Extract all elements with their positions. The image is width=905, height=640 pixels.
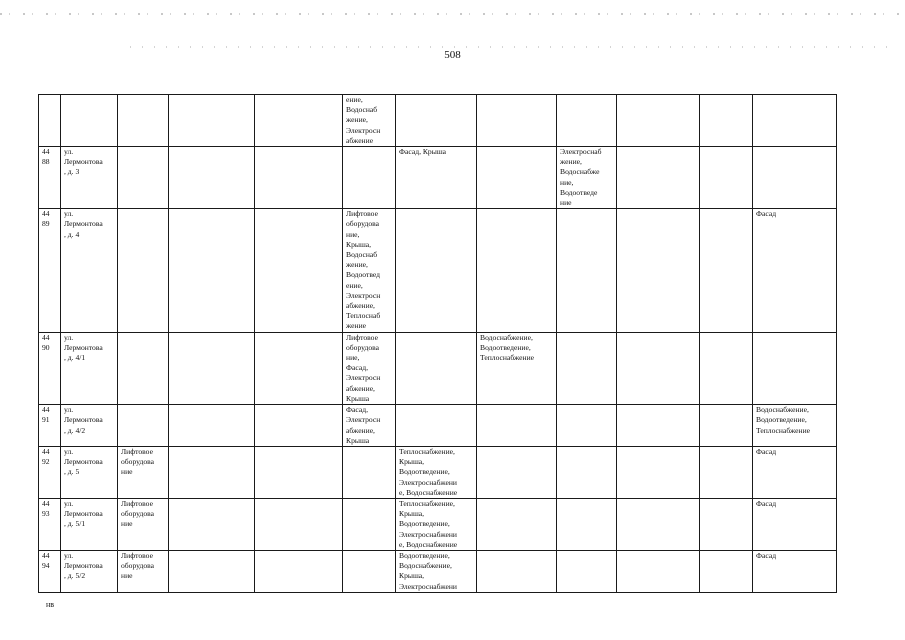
- address-cell: [61, 147, 118, 209]
- address-cell: [61, 209, 118, 332]
- address-cell: [61, 95, 118, 147]
- work-col-8-cell: [477, 405, 557, 447]
- table-row: [39, 446, 837, 498]
- work-col-7-cell: [396, 147, 477, 209]
- table-row: [39, 209, 837, 332]
- work-col-5-cell: [255, 446, 343, 498]
- work-col-4-cell: [169, 209, 255, 332]
- footer-mark: нв: [46, 600, 55, 609]
- work-col-11-cell: [700, 95, 753, 147]
- cell-text: Фасад: [756, 209, 777, 219]
- work-col-12-cell: [753, 332, 837, 404]
- work-col-12-cell: [753, 405, 837, 447]
- cell-text: ул. Лермонтова , д. 5/2: [64, 550, 103, 581]
- cell-text: 44 90: [42, 332, 50, 352]
- work-col-8-cell: [477, 446, 557, 498]
- work-col-3-cell: [118, 95, 169, 147]
- cell-text: Фасад: [756, 446, 777, 456]
- work-col-7-cell: [396, 332, 477, 404]
- cell-text: 44 94: [42, 550, 50, 571]
- row-number-cell: [39, 405, 61, 447]
- cell-text: ул. Лермонтова , д. 4: [64, 209, 103, 239]
- work-col-12-cell: [753, 446, 837, 498]
- cell-text: 44 92: [42, 446, 50, 467]
- work-col-11-cell: [700, 147, 753, 209]
- table-row: [39, 498, 837, 550]
- cell-text: ул. Лермонтова , д. 3: [64, 147, 103, 177]
- work-col-9-cell: [557, 209, 617, 332]
- scan-artifact-header: [130, 46, 890, 48]
- address-cell: [61, 498, 118, 550]
- work-col-7-cell: [396, 209, 477, 332]
- work-col-10-cell: [617, 405, 700, 447]
- work-col-8-cell: [477, 498, 557, 550]
- work-col-4-cell: [169, 446, 255, 498]
- row-number-cell: [39, 332, 61, 404]
- address-cell: [61, 446, 118, 498]
- work-col-3-cell: [118, 498, 169, 550]
- address-cell: [61, 332, 118, 404]
- work-col-5-cell: [255, 209, 343, 332]
- work-col-6-cell: [343, 95, 396, 147]
- work-col-8-cell: [477, 95, 557, 147]
- address-work-table: [38, 94, 837, 593]
- work-col-6-cell: [343, 147, 396, 209]
- page-number: 508: [444, 49, 461, 61]
- cell-text: Фасад: [756, 498, 777, 508]
- work-col-9-cell: [557, 147, 617, 209]
- work-col-11-cell: [700, 405, 753, 447]
- work-col-5-cell: [255, 498, 343, 550]
- work-col-11-cell: [700, 332, 753, 404]
- work-col-10-cell: [617, 446, 700, 498]
- work-col-4-cell: [169, 95, 255, 147]
- work-col-9-cell: [557, 498, 617, 550]
- work-col-6-cell: [343, 550, 396, 592]
- work-col-9-cell: [557, 95, 617, 147]
- work-col-4-cell: [169, 550, 255, 592]
- cell-text: Лифтовое оборудова ние: [121, 446, 154, 477]
- work-col-7-cell: [396, 95, 477, 147]
- cell-text: 44 91: [42, 405, 50, 425]
- work-col-10-cell: [617, 498, 700, 550]
- cell-text: Фасад, Крыша: [399, 147, 447, 157]
- work-col-9-cell: [557, 550, 617, 592]
- work-col-5-cell: [255, 550, 343, 592]
- cell-text: Водоснабжение, Водоотведение, Теплоснабжение: [756, 405, 811, 435]
- row-number-cell: [39, 209, 61, 332]
- cell-text: Фасад, Электросн абжение, Крыша: [346, 405, 381, 445]
- work-col-3-cell: [118, 446, 169, 498]
- work-col-12-cell: [753, 550, 837, 592]
- table-body: [39, 95, 837, 593]
- address-cell: [61, 550, 118, 592]
- table-row: [39, 332, 837, 404]
- cell-text: Водоотведение, Водоснабжение, Крыша, Электроснабжени: [399, 550, 457, 591]
- cell-text: 44 88: [42, 147, 50, 167]
- work-col-4-cell: [169, 405, 255, 447]
- cell-text: 44 89: [42, 209, 50, 229]
- work-col-8-cell: [477, 550, 557, 592]
- work-col-5-cell: [255, 405, 343, 447]
- table-row: [39, 550, 837, 592]
- row-number-cell: [39, 95, 61, 147]
- row-number-cell: [39, 446, 61, 498]
- cell-text: Лифтовое оборудова ние, Крыша, Водоснаб жение, Водоотвед ение, Электросн абжение, Теплоснаб жение: [346, 209, 381, 331]
- work-col-9-cell: [557, 405, 617, 447]
- work-col-6-cell: [343, 446, 396, 498]
- work-col-12-cell: [753, 95, 837, 147]
- work-col-10-cell: [617, 550, 700, 592]
- cell-text: ул. Лермонтова , д. 4/1: [64, 332, 103, 363]
- work-col-7-cell: [396, 498, 477, 550]
- cell-text: 44 93: [42, 498, 50, 519]
- work-col-8-cell: [477, 209, 557, 332]
- cell-text: Лифтовое оборудова ние: [121, 498, 154, 529]
- cell-text: Электроснаб жение, Водоснабже ние, Водоотведе ние: [560, 147, 602, 208]
- cell-text: ение, Водоснаб жение, Электросн абжение: [346, 95, 381, 145]
- work-col-6-cell: [343, 405, 396, 447]
- cell-text: Фасад: [756, 550, 777, 560]
- work-col-11-cell: [700, 446, 753, 498]
- work-col-11-cell: [700, 550, 753, 592]
- work-col-6-cell: [343, 209, 396, 332]
- work-col-4-cell: [169, 147, 255, 209]
- work-col-11-cell: [700, 498, 753, 550]
- table-row: [39, 95, 837, 147]
- work-col-5-cell: [255, 95, 343, 147]
- work-col-4-cell: [169, 498, 255, 550]
- work-col-8-cell: [477, 332, 557, 404]
- work-col-11-cell: [700, 209, 753, 332]
- work-col-5-cell: [255, 332, 343, 404]
- work-col-8-cell: [477, 147, 557, 209]
- work-col-7-cell: [396, 446, 477, 498]
- table-row: [39, 405, 837, 447]
- row-number-cell: [39, 498, 61, 550]
- work-col-12-cell: [753, 147, 837, 209]
- work-col-12-cell: [753, 498, 837, 550]
- row-number-cell: [39, 147, 61, 209]
- work-col-3-cell: [118, 405, 169, 447]
- work-col-10-cell: [617, 95, 700, 147]
- cell-text: Теплоснабжение, Крыша, Водоотведение, Электроснабжени е, Водоснабжение: [399, 446, 458, 497]
- work-col-7-cell: [396, 405, 477, 447]
- work-col-3-cell: [118, 147, 169, 209]
- scan-artifact-top: [0, 13, 905, 15]
- cell-text: Теплоснабжение, Крыша, Водоотведение, Электроснабжени е, Водоснабжение: [399, 498, 458, 549]
- work-col-10-cell: [617, 147, 700, 209]
- address-cell: [61, 405, 118, 447]
- work-col-12-cell: [753, 209, 837, 332]
- cell-text: ул. Лермонтова , д. 4/2: [64, 405, 103, 435]
- table-row: [39, 147, 837, 209]
- work-col-10-cell: [617, 209, 700, 332]
- row-number-cell: [39, 550, 61, 592]
- cell-text: Водоснабжение, Водоотведение, Теплоснабжение: [480, 332, 535, 363]
- cell-text: ул. Лермонтова , д. 5: [64, 446, 103, 477]
- work-col-9-cell: [557, 332, 617, 404]
- work-col-10-cell: [617, 332, 700, 404]
- work-col-7-cell: [396, 550, 477, 592]
- work-col-9-cell: [557, 446, 617, 498]
- work-col-3-cell: [118, 550, 169, 592]
- work-col-5-cell: [255, 147, 343, 209]
- work-col-3-cell: [118, 209, 169, 332]
- cell-text: ул. Лермонтова , д. 5/1: [64, 498, 103, 529]
- work-col-4-cell: [169, 332, 255, 404]
- work-col-3-cell: [118, 332, 169, 404]
- work-col-6-cell: [343, 332, 396, 404]
- cell-text: Лифтовое оборудова ние, Фасад, Электросн абжение, Крыша: [346, 332, 381, 403]
- cell-text: Лифтовое оборудова ние: [121, 550, 154, 581]
- work-col-6-cell: [343, 498, 396, 550]
